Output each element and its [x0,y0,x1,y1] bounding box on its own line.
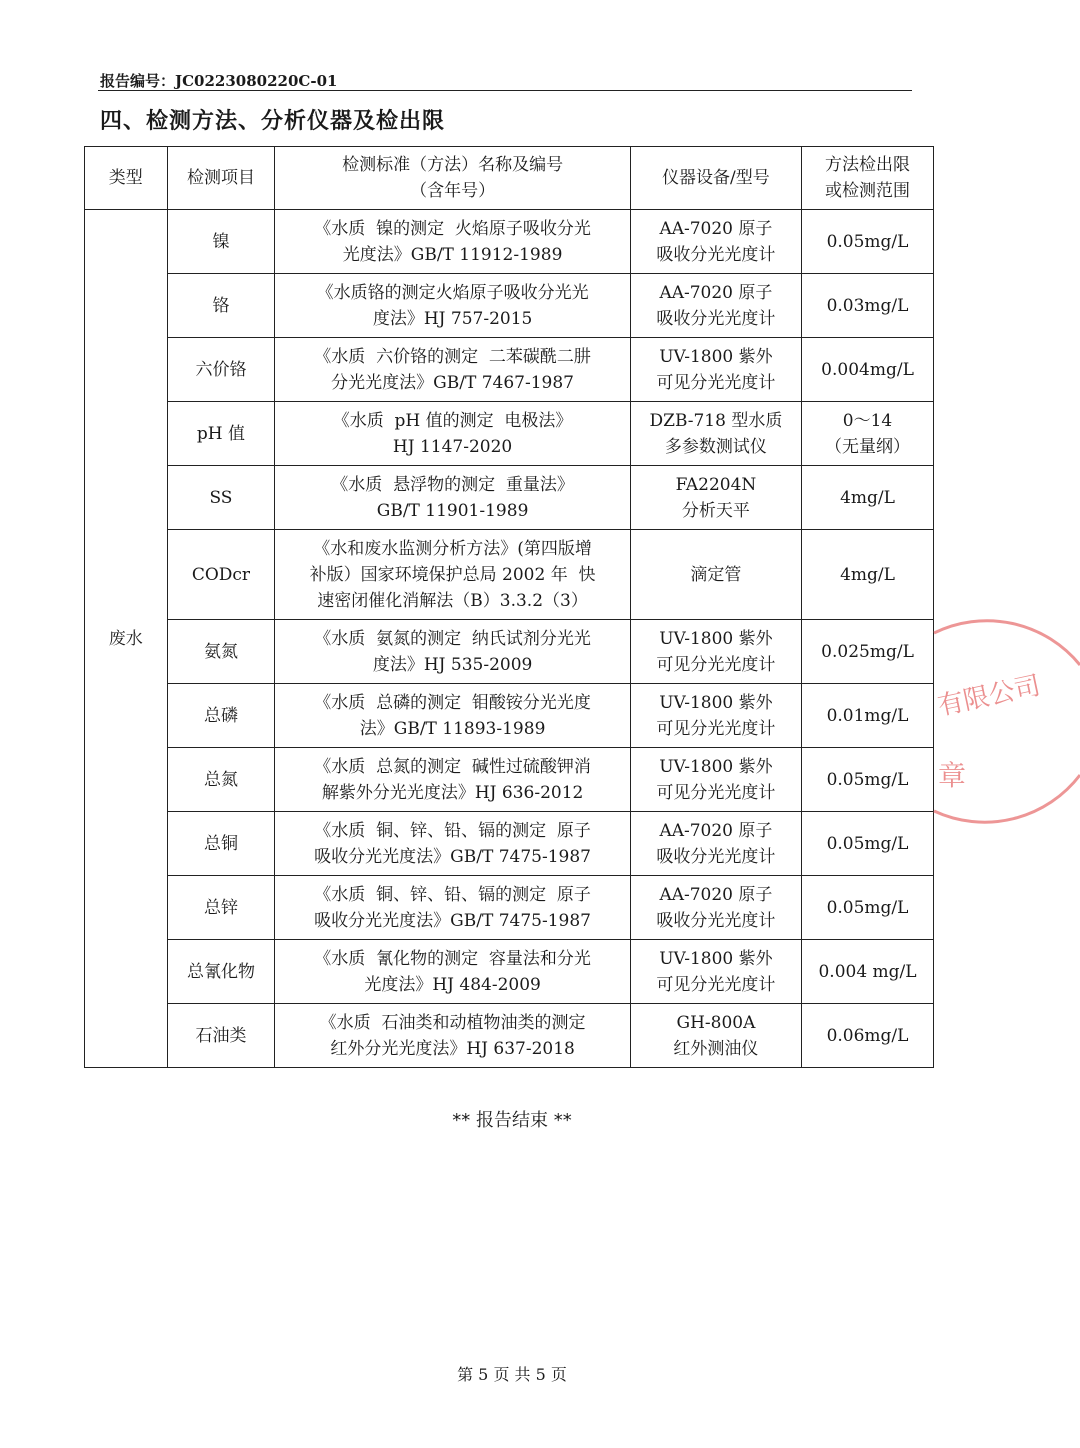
instrument-line: 多参数测试仪 [664,436,767,457]
instrument-line: 吸收分光光度计 [656,846,776,867]
instrument-cell [630,210,801,274]
instrument-line: DZB-718 型水质 [649,410,783,431]
standard-line: 《水质 氰化物的测定 容量法和分光 [314,948,591,969]
table-row [85,620,934,684]
item-cell: 总磷 [167,684,275,748]
standard-line: 吸收分光光度法》GB/T 7475-1987 [314,910,591,931]
instrument-cell [630,684,801,748]
instrument-line: AA-7020 原子 [659,820,773,841]
item-cell: 总氰化物 [167,940,275,1004]
standard-line: 度法》HJ 757-2015 [372,308,533,329]
table-row [85,338,934,402]
svg-text:有限公司: 有限公司 [935,670,1044,722]
item-cell: 六价铬 [167,338,275,402]
standard-line: 光度法》HJ 484-2009 [364,974,541,995]
header-limit-line1: 方法检出限 [825,155,911,175]
limit-line: 0.004mg/L [821,359,914,380]
instrument-cell [630,620,801,684]
instrument-cell [630,402,801,466]
instrument-cell [630,466,801,530]
item-cell: 石油类 [167,1004,275,1068]
header-instrument: 仪器设备/型号 [630,147,801,210]
standard-cell [275,876,631,940]
standard-cell [275,530,631,620]
standard-line: 解紫外分光光度法》HJ 636-2012 [321,782,584,803]
limit-cell [802,876,934,940]
instrument-line: 可见分光光度计 [656,782,776,803]
instrument-line: UV-1800 紫外 [659,948,773,969]
instrument-cell [630,1004,801,1068]
standard-cell [275,684,631,748]
table-row [85,940,934,1004]
table-row [85,684,934,748]
item-cell: 总氮 [167,748,275,812]
instrument-line: 可见分光光度计 [656,372,776,393]
item-cell: 铬 [167,274,275,338]
instrument-line: AA-7020 原子 [659,282,773,303]
instrument-cell [630,812,801,876]
instrument-line: AA-7020 原子 [659,218,773,239]
table-row [85,748,934,812]
report-end: ** 报告结束 ** [452,1110,572,1131]
standard-line: 度法》HJ 535-2009 [372,654,533,675]
limit-cell [802,940,934,1004]
standard-line: GB/T 11901-1989 [376,500,529,521]
standard-line: 《水质 总氮的测定 碱性过硫酸钾消 [314,756,591,777]
instrument-line: UV-1800 紫外 [659,628,773,649]
standard-line: 《水质 pH 值的测定 电极法》 [332,410,573,431]
instrument-line: 可见分光光度计 [656,654,776,675]
standard-cell [275,1004,631,1068]
standard-line: HJ 1147-2020 [392,436,513,457]
table-row [85,530,934,620]
standard-cell [275,748,631,812]
page-number: 第 5 页 共 5 页 [457,1365,567,1384]
instrument-cell [630,940,801,1004]
limit-cell [802,620,934,684]
standard-cell [275,940,631,1004]
header-limit-line2: 或检测范围 [825,181,911,201]
standard-cell [275,338,631,402]
standard-cell [275,210,631,274]
instrument-cell [630,274,801,338]
standard-line: 《水质 氨氮的测定 纳氏试剂分光光 [314,628,591,649]
item-cell: 总铜 [167,812,275,876]
header-standard-line2: （含年号） [410,181,496,201]
instrument-line: 滴定管 [690,564,742,585]
instrument-line: 分析天平 [681,500,750,521]
instrument-cell [630,338,801,402]
table-row [85,274,934,338]
instrument-line: FA2204N [675,474,757,495]
header-type: 类型 [85,147,168,210]
item-cell: SS [167,466,275,530]
item-cell: 镍 [167,210,275,274]
limit-cell [802,812,934,876]
standard-cell [275,274,631,338]
limit-cell [802,210,934,274]
limit-line: 0.03mg/L [826,295,909,316]
instrument-line: 吸收分光光度计 [656,308,776,329]
instrument-line: UV-1800 紫外 [659,692,773,713]
table-row [85,402,934,466]
instrument-cell [630,530,801,620]
standard-line: 《水质 悬浮物的测定 重量法》 [331,474,574,495]
limit-line: 0.05mg/L [826,897,909,918]
limit-cell [802,338,934,402]
instrument-line: 吸收分光光度计 [656,244,776,265]
table-header-row [85,147,934,210]
instrument-line: 吸收分光光度计 [656,910,776,931]
limit-line: （无量纲） [825,436,911,457]
standard-line: 《水质铬的测定火焰原子吸收分光光 [316,282,589,303]
limit-cell [802,274,934,338]
limit-line: 0～14 [842,410,893,431]
instrument-line: UV-1800 紫外 [659,756,773,777]
svg-text:章: 章 [938,759,967,792]
table-row [85,876,934,940]
instrument-line: 可见分光光度计 [656,974,776,995]
limit-cell [802,530,934,620]
limit-line: 0.004 mg/L [818,961,917,982]
table-row [85,812,934,876]
standard-line: 法》GB/T 11893-1989 [359,718,546,739]
standard-line: 速密闭催化消解法（B）3.3.2（3） [317,590,588,611]
standard-line: 《水质 六价铬的测定 二苯碳酰二肼 [314,346,591,367]
standard-cell [275,402,631,466]
item-cell: 总锌 [167,876,275,940]
limit-line: 0.01mg/L [826,705,909,726]
category-cell: 废水 [85,210,168,1068]
standard-line: 《水质 铜、锌、铅、镉的测定 原子 [314,820,591,841]
standard-line: 补版）国家环境保护总局 2002 年 快 [309,564,596,585]
standard-line: 《水质 石油类和动植物油类的测定 [319,1012,586,1033]
limit-line: 4mg/L [840,487,895,508]
instrument-line: 红外测油仪 [673,1038,759,1059]
standard-line: 分光光度法》GB/T 7467-1987 [331,372,574,393]
table-row [85,1004,934,1068]
standard-line: 吸收分光光度法》GB/T 7475-1987 [314,846,591,867]
instrument-line: AA-7020 原子 [659,884,773,905]
limit-line: 0.05mg/L [826,769,909,790]
limit-cell [802,748,934,812]
header-item: 检测项目 [167,147,275,210]
limit-line: 4mg/L [840,564,895,585]
instrument-line: 可见分光光度计 [656,718,776,739]
limit-cell [802,1004,934,1068]
methods-table [84,146,934,1068]
standard-line: 《水和废水监测分析方法》(第四版增 [313,538,592,559]
limit-cell [802,466,934,530]
instrument-line: GH-800A [676,1012,756,1033]
header-standard [275,147,631,210]
standard-cell [275,466,631,530]
limit-cell [802,402,934,466]
report-number: 报告编号：JC0223080220C-01 [100,72,338,90]
limit-line: 0.06mg/L [826,1025,909,1046]
standard-line: 《水质 铜、锌、铅、镉的测定 原子 [314,884,591,905]
instrument-line: UV-1800 紫外 [659,346,773,367]
header-limit [802,147,934,210]
item-cell: 氨氮 [167,620,275,684]
company-seal [930,625,1080,815]
item-cell: CODcr [167,530,275,620]
instrument-cell [630,876,801,940]
section-title: 四、检测方法、分析仪器及检出限 [100,109,446,134]
header-standard-line1: 检测标准（方法）名称及编号 [342,155,564,175]
item-cell: pH 值 [167,402,275,466]
limit-line: 0.025mg/L [821,641,914,662]
limit-line: 0.05mg/L [826,833,909,854]
standard-line: 《水质 镍的测定 火焰原子吸收分光 [314,218,591,239]
limit-cell [802,684,934,748]
table-row [85,210,934,274]
standard-cell [275,620,631,684]
standard-line: 光度法》GB/T 11912-1989 [342,244,563,265]
standard-cell [275,812,631,876]
limit-line: 0.05mg/L [826,231,909,252]
standard-line: 红外分光光度法》HJ 637-2018 [330,1038,575,1059]
table-row [85,466,934,530]
standard-line: 《水质 总磷的测定 钼酸铵分光光度 [314,692,591,713]
instrument-cell [630,748,801,812]
